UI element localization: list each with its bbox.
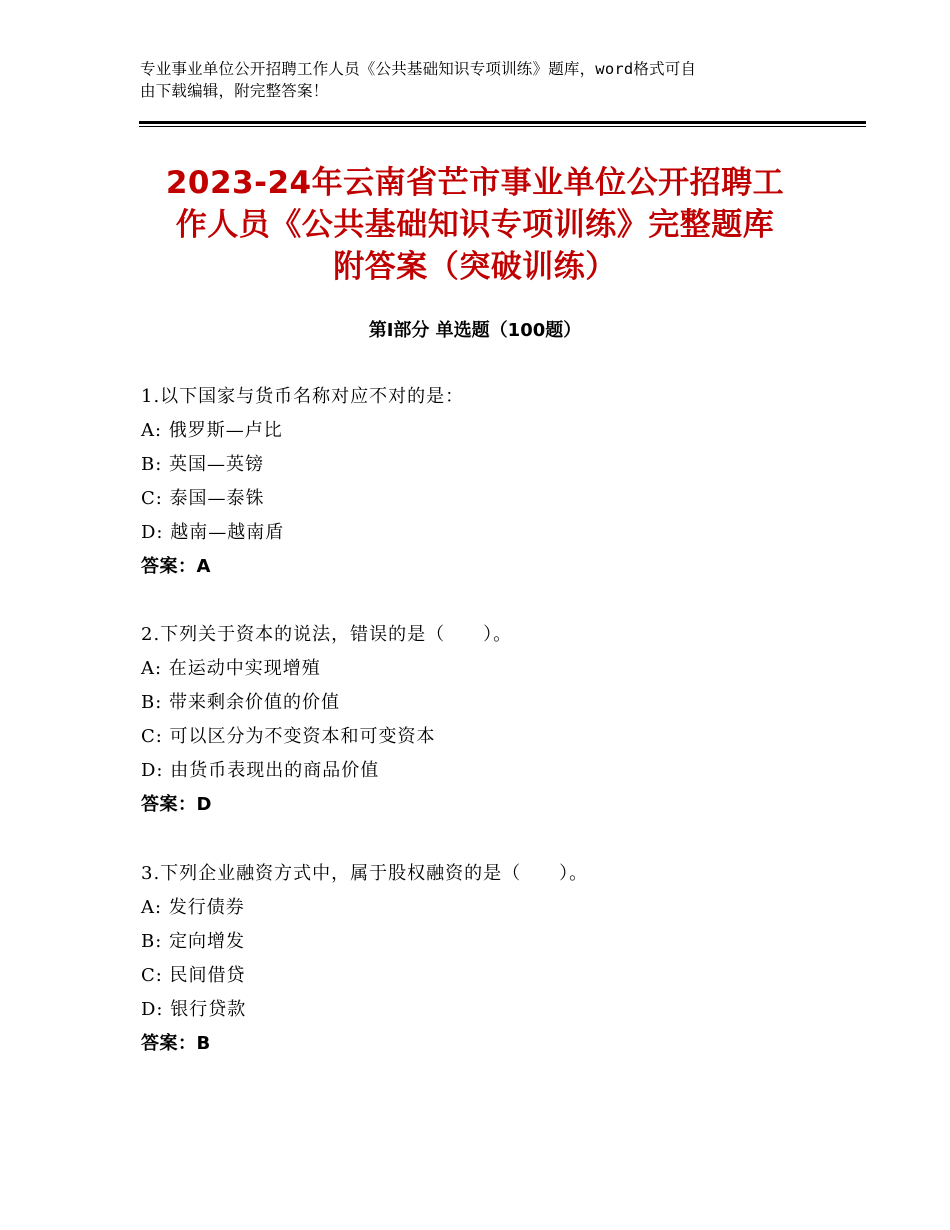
option-b: B: 定向增发 — [141, 931, 246, 952]
option-c: C: 民间借贷 — [141, 965, 246, 986]
header-divider-thin — [139, 126, 866, 127]
answer: 答案：D — [141, 794, 212, 815]
option-b: B: 带来剩余价值的价值 — [141, 692, 341, 713]
section-title: 第Ⅰ部分 单选题（100题） — [368, 320, 582, 341]
option-a: A: 俄罗斯—卢比 — [141, 420, 283, 441]
option-d: D: 越南—越南盾 — [141, 522, 285, 543]
question-3 — [141, 857, 841, 1061]
option-d: D: 银行贷款 — [141, 999, 247, 1020]
question-2 — [141, 618, 841, 822]
document-title-line-3: 附答案（突破训练） — [333, 249, 617, 285]
option-c: C: 可以区分为不变资本和可变资本 — [141, 726, 436, 747]
header-note-line-1: 专业事业单位公开招聘工作人员《公共基础知识专项训练》题库，word格式可自 — [140, 60, 697, 78]
question-1 — [141, 380, 841, 584]
question-stem: 2.下列关于资本的说法，错误的是（ ）。 — [141, 624, 513, 645]
document-title-line-1: 2023-24年云南省芒市事业单位公开招聘工 — [165, 165, 785, 201]
option-b: B: 英国—英镑 — [141, 454, 265, 475]
option-d: D: 由货币表现出的商品价值 — [141, 760, 380, 781]
document-title-line-2: 作人员《公共基础知识专项训练》完整题库 — [175, 207, 775, 243]
header-note — [140, 58, 820, 102]
question-stem: 3.下列企业融资方式中，属于股权融资的是（ ）。 — [141, 863, 589, 884]
question-stem: 1.以下国家与货币名称对应不对的是： — [141, 386, 465, 407]
option-a: A: 发行债券 — [141, 897, 245, 918]
option-c: C: 泰国—泰铢 — [141, 488, 265, 509]
header-divider-thick — [139, 121, 866, 124]
header-note-line-2: 由下载编辑，附完整答案！ — [140, 82, 329, 100]
option-a: A: 在运动中实现增殖 — [141, 658, 321, 679]
document-title — [130, 162, 820, 288]
answer: 答案：B — [141, 1033, 211, 1054]
answer: 答案：A — [141, 556, 211, 577]
